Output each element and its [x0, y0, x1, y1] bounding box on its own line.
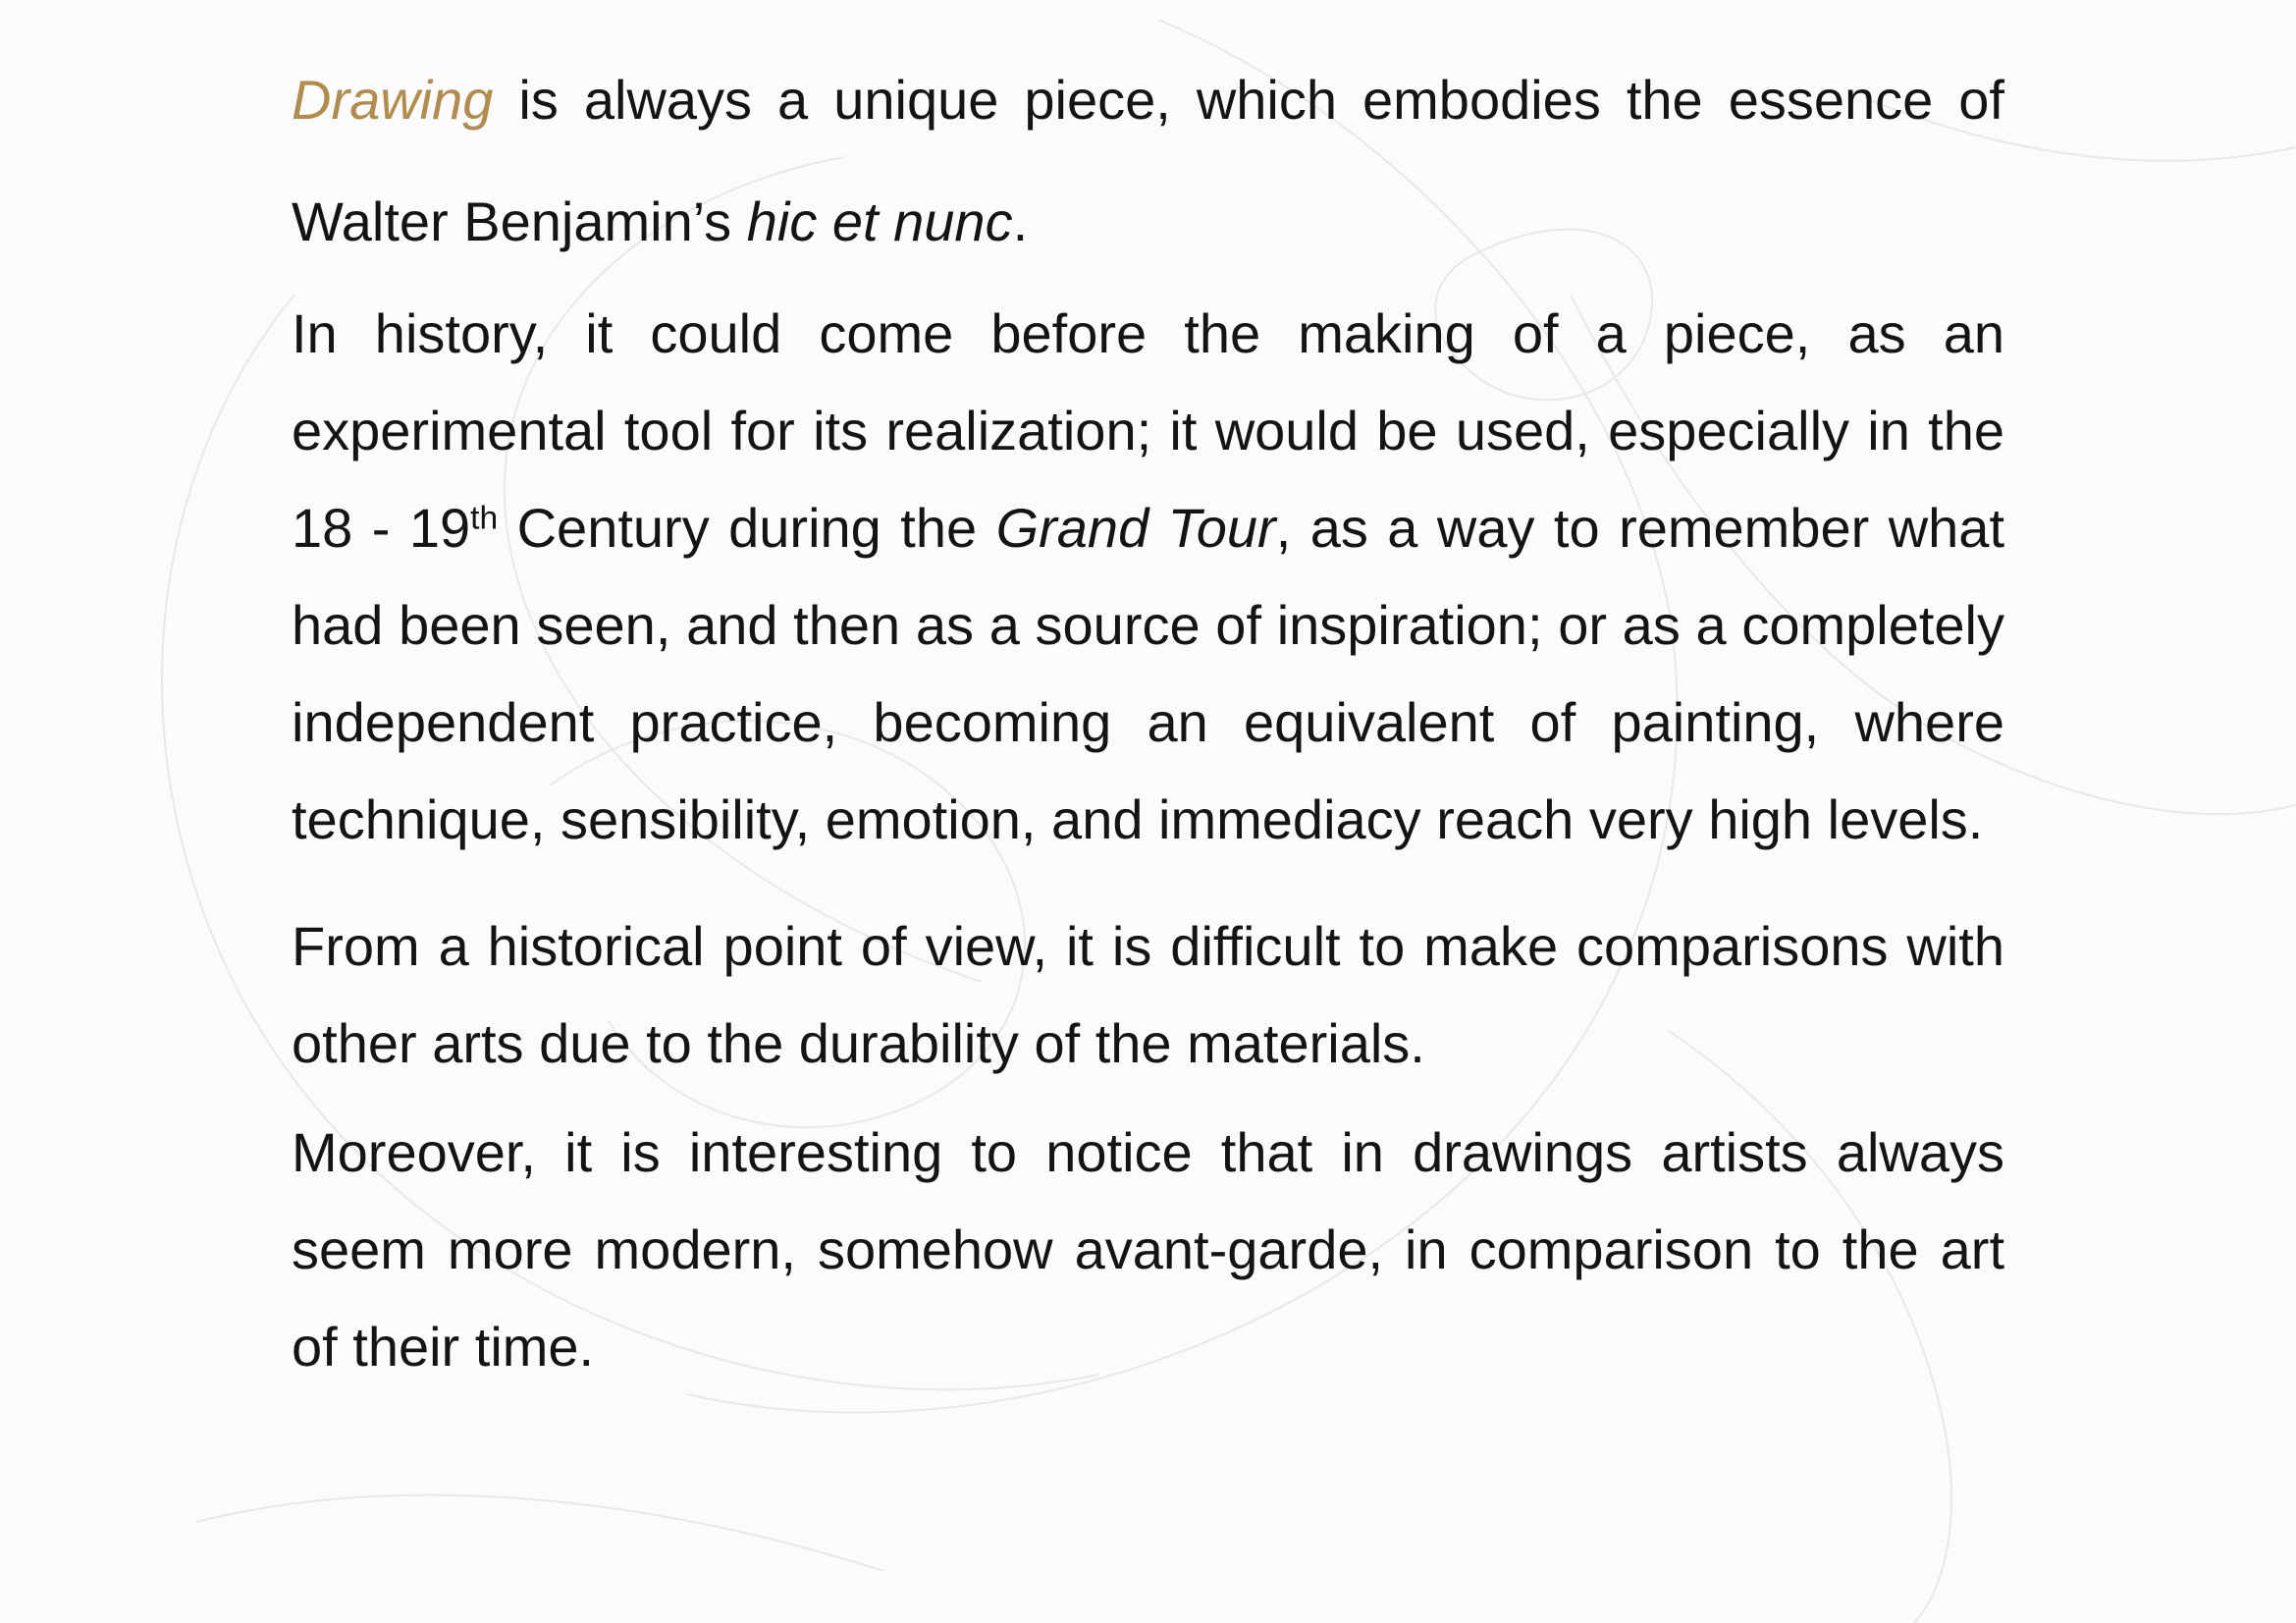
paragraph-4-text: Moreover, it is interesting to notice that in drawings artists always seem more modern, somehow avant-garde, in comparison to the art of their time. [292, 1121, 2004, 1378]
paragraph-1-text: is always a unique piece, which embodies the essence of Walter Benjamin’s [292, 69, 2004, 252]
paragraph-4 [292, 1104, 2004, 1395]
article-text [292, 51, 2004, 1395]
paragraph-3 [292, 897, 2004, 1092]
paragraph-2-text-2: Century during the [498, 497, 996, 559]
paragraph-2 [292, 285, 2004, 868]
paragraph-2-text-1: In history, it could come before the making of a piece, as an experimental tool for its realization; it would be used, especially in the 18 - 19 [292, 302, 2004, 559]
paragraph-2-superscript: th [470, 500, 499, 537]
highlighted-term-drawing: Drawing [292, 69, 494, 131]
paragraph-1 [292, 39, 2004, 283]
paragraph-1-italic: hic et nunc [746, 190, 1013, 252]
paragraph-1-end: . [1012, 190, 1029, 252]
paragraph-3-text: From a historical point of view, it is difficult to make comparisons with other arts due to the durability of the materials. [292, 915, 2004, 1074]
paragraph-2-italic: Grand Tour [995, 497, 1276, 559]
paragraph-2-text-3: , as a way to remember what had been seen, and then as a source of inspiration; or as a completely independent practice, becoming an equivalent of painting, where technique, sensibility, emotion, and immediacy reach very high levels. [292, 497, 2005, 850]
